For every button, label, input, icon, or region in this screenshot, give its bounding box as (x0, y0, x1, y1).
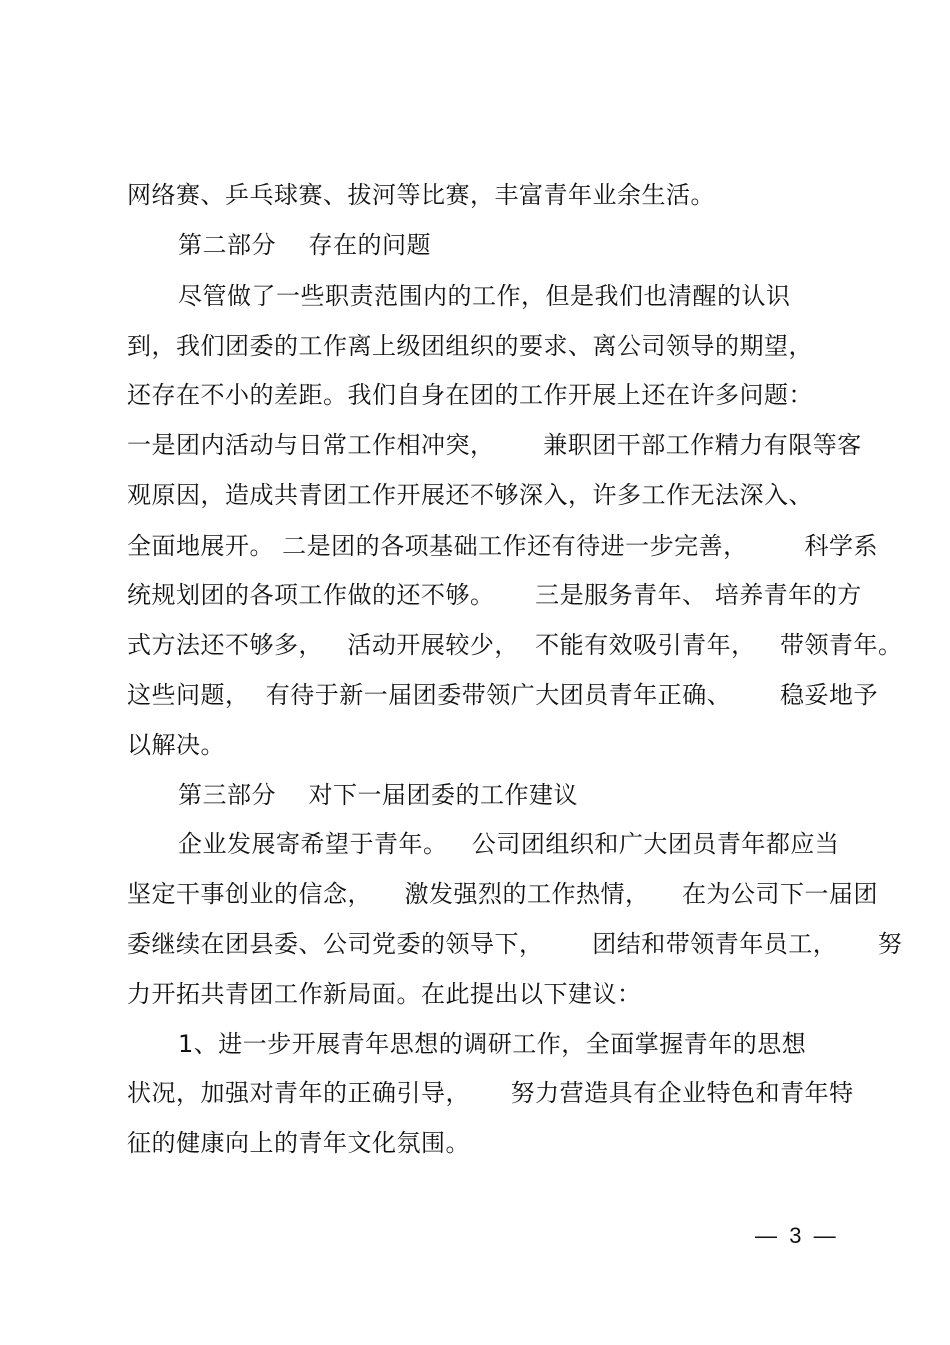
text-line: 委继续在团县委、公司党委的领导下， 团结和带领青年员工， 努 (127, 930, 903, 958)
text-line: 力开拓共青团工作新局面。在此提出以下建议： (127, 980, 642, 1008)
text-line: 还存在不小的差距。我们自身在团的工作开展上还在许多问题： (127, 381, 813, 409)
list-item: 1、进一步开展青年思想的调研工作，全面掌握青年的思想 (178, 1030, 807, 1058)
section-heading: 第二部分 存在的问题 (178, 231, 432, 259)
section-heading: 第三部分 对下一届团委的工作建议 (178, 781, 579, 809)
text-line: 征的健康向上的青年文化氛围。 (127, 1129, 470, 1157)
text-line: 统规划团的各项工作做的还不够。 三是服务青年、 培养青年的方 (127, 581, 862, 609)
text-line: 全面地展开。 二是团的各项基础工作还有待进一步完善， 科学系 (127, 532, 879, 560)
text-line: 以解决。 (127, 731, 225, 759)
text-line: 网络赛、乒乓球赛、拔河等比赛，丰富青年业余生活。 (127, 181, 715, 209)
text-line: 尽管做了一些职责范围内的工作，但是我们也清醒的认识 (178, 282, 791, 310)
text-line: 到，我们团委的工作离上级团组织的要求、离公司领导的期望， (127, 332, 813, 360)
text-line: 这些问题， 有待于新一届团委带领广大团员青年正确、 稳妥地予 (127, 681, 879, 709)
text-line: 式方法还不够多， 活动开展较少， 不能有效吸引青年， 带领青年。 (127, 631, 903, 659)
text-line: 观原因，造成共青团工作开展还不够深入，许多工作无法深入、 (127, 481, 813, 509)
text-line: 坚定干事创业的信念， 激发强烈的工作热情， 在为公司下一届团 (127, 880, 879, 908)
page-number: — 3 — (755, 1223, 836, 1248)
text-line: 一是团内活动与日常工作相冲突， 兼职团干部工作精力有限等客 (127, 431, 862, 459)
text-line: 企业发展寄希望于青年。 公司团组织和广大团员青年都应当 (178, 830, 840, 858)
text-line: 状况，加强对青年的正确引导， 努力营造具有企业特色和青年特 (127, 1079, 854, 1107)
